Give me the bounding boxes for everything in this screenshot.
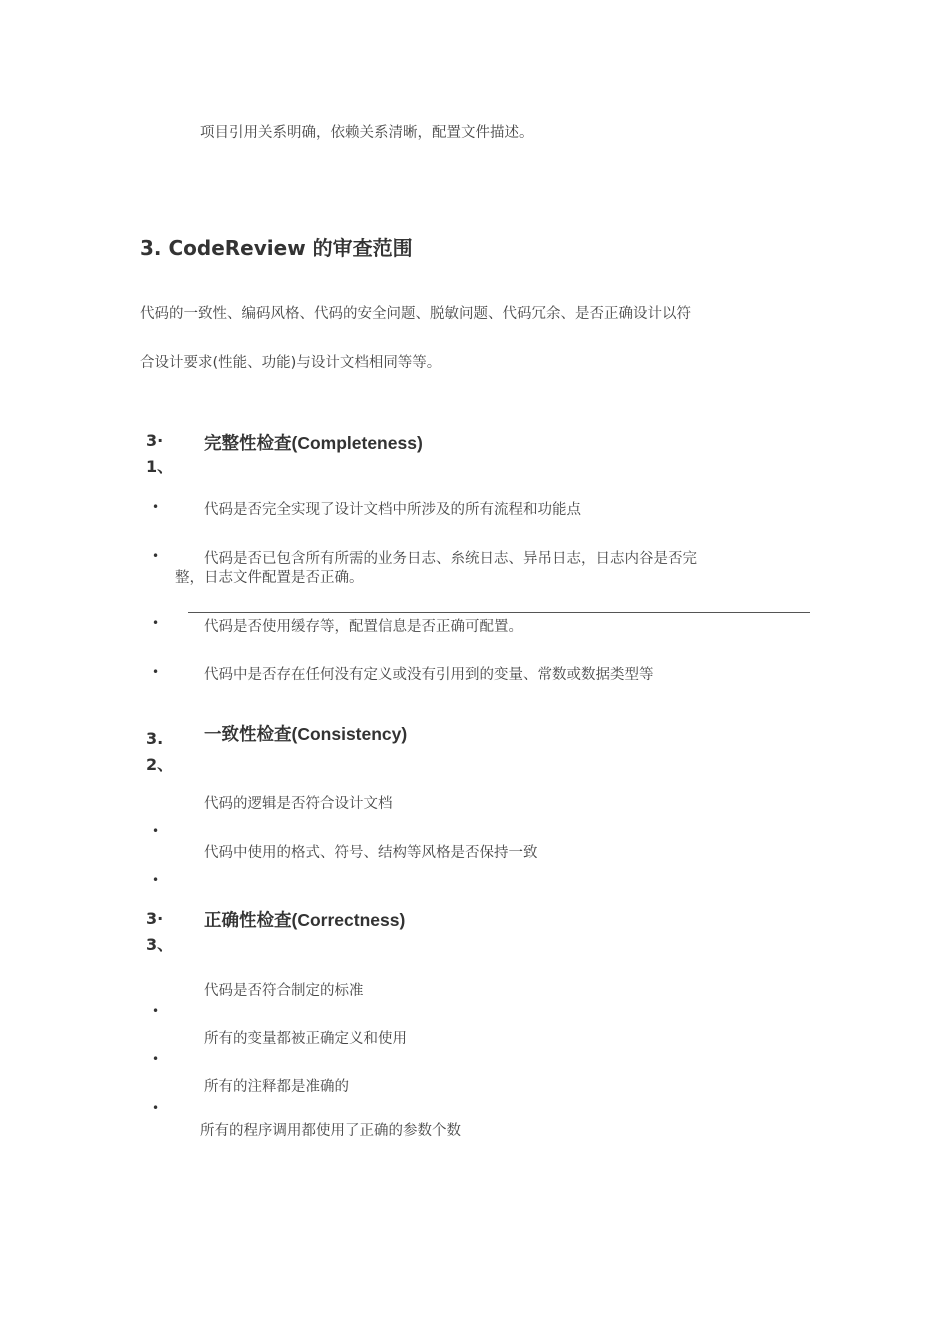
sub3-number: 3· 3、	[146, 909, 174, 954]
sub1-item-3: 代码是否使用缓存等，配置信息是否正确可配置。	[204, 619, 523, 635]
sub3-item-3: 所有的注释都是准确的	[204, 1079, 349, 1095]
sub2-bullet-2: •	[152, 873, 160, 887]
sub1-bullet-3: •	[152, 616, 160, 630]
sub2-number: 3. 2、	[146, 729, 174, 774]
sub1-bullet-1: •	[152, 500, 160, 514]
sub1-item-2: 代码是否已包含所有所需的业务日志、糸统日志、异吊日志，日志内谷是否完	[204, 551, 697, 567]
sub2-bullet-1: •	[152, 824, 160, 838]
section-heading	[140, 232, 413, 261]
section-number: 3.	[140, 236, 162, 260]
sub1-title: 完整性检查(Completeness)	[204, 433, 423, 453]
sub3-item-2: 所有的变量都被正确定义和使用	[204, 1031, 407, 1047]
sub3-item-4: 所有的程序调用都使用了正确的参数个数	[200, 1123, 461, 1139]
sub2-item-2: 代码中使用的格式、符号、结构等风格是否保持一致	[204, 845, 538, 861]
sub1-item-4: 代码中是否存在任何没有定义或没有引用到的变量、常数或数据类型等	[204, 667, 654, 683]
sub3-bullet-1: •	[152, 1004, 160, 1018]
sub3-item-1: 代码是否符合制定的标准	[204, 983, 364, 999]
intro-line: 项目引用关系明确，依赖关系清晰，配置文件描述。	[200, 125, 534, 141]
section-title: CodeReview 的审查范围	[168, 236, 413, 260]
sub3-title: 正确性检查(Correctness)	[204, 910, 406, 930]
sub3-bullet-3: •	[152, 1101, 160, 1115]
sub2-title: 一致性检查(Consistency)	[204, 724, 408, 744]
sub2-item-1: 代码的逻辑是否符合设计文档	[204, 796, 393, 812]
sub1-number: 3· 1、	[146, 431, 174, 476]
sub1-item-1: 代码是否完全实现了设计文档中所涉及的所有流程和功能点	[204, 502, 581, 518]
sub1-bullet-4: •	[152, 665, 160, 679]
section-para-line1: 代码的一致性、编码风格、代码的安全问题、脱敏问题、代码冗余、是否正确设计以符	[140, 306, 691, 322]
sub1-item-2-cont: 整，日志文件配置是否正确。	[175, 570, 364, 586]
sub1-bullet-2: •	[152, 549, 160, 563]
section-para-line2: 合设计要求(性能、功能)与设计文档相同等等。	[140, 355, 442, 371]
sub3-bullet-2: •	[152, 1052, 160, 1066]
divider-line	[188, 612, 810, 613]
